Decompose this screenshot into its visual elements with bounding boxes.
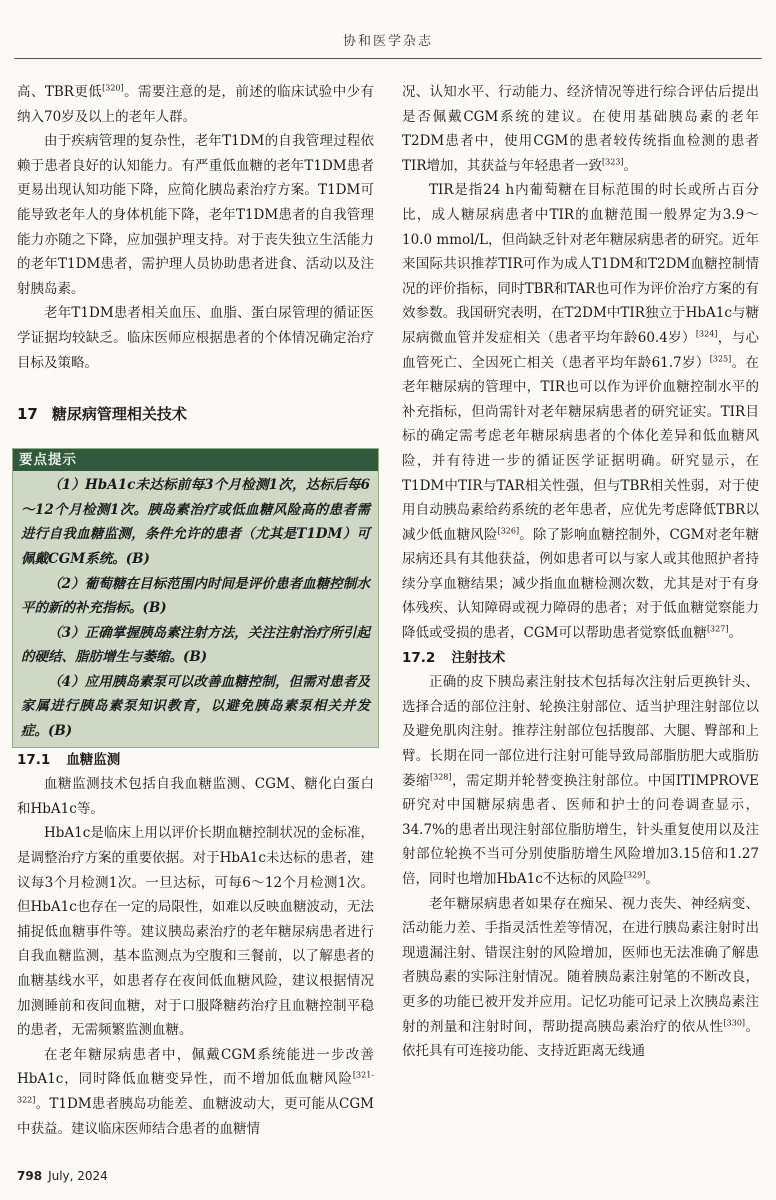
citation[interactable]: [327] [706, 624, 729, 634]
issue-date: July, 2024 [48, 1169, 108, 1183]
key-points-body [13, 471, 378, 747]
header-rule [14, 58, 762, 59]
key-points-box [12, 448, 379, 748]
section-title: 糖尿病管理相关技术 [51, 405, 187, 424]
citation[interactable]: [324] [695, 329, 718, 339]
citation[interactable]: [321-322] [17, 1070, 374, 1105]
section-number: 17 [17, 405, 38, 424]
citation[interactable]: [329] [623, 870, 646, 880]
paragraph: 在老年糖尿病患者中，佩戴CGM系统能进一步改善HbA1c，同时降低血糖变异性，而不增加低血糖风险[321-322]。T1DM患者胰岛功能差、血糖波动大，更可能从CGM中获益。建议临床医师结合患者的血糖情 [17, 1046, 374, 1137]
key-point-item: （1）HbA1c未达标前每3个月检测1次，达标后每6～12个月检测1次。胰岛素治疗或低血糖风险高的患者需进行自我血糖监测，条件允许的患者（尤其是T1DM）可佩戴CGM系统。(B) [21, 477, 370, 567]
paragraph: 正确的皮下胰岛素注射技术包括每次注射后更换针头、选择合适的部位注射、轮换注射部位、适当护理注射部位以及避免肌肉注射。推荐注射部位包括腹部、大腿、臀部和上臂。长期在同一部位进行注射可能导致局部脂肪肥大或脂肪萎缩[328]，需定期并轮替变换注射部位。中国ITIMPROVE研究对中国糖尿病患者、医师和护士的问卷调查显示，34.7%的患者出现注射部位脂肪增生，针头重复使用以及注射部位轮换不当可分别使脂肪增生风险增加3.15倍和1.27倍，同时也增加HbA1c不达标的风险[329]。 [402, 674, 759, 887]
paragraph: 血糖监测技术包括自我血糖监测、CGM、糖化白蛋白和HbA1c等。 [17, 776, 374, 817]
journal-title: 协和医学杂志 [342, 34, 433, 49]
page-number: 798 [17, 1169, 43, 1183]
paragraph: 况、认知水平、行动能力、经济情况等进行综合评估后提出是否佩戴CGM系统的建议。在使用基础胰岛素的老年T2DM患者中，使用CGM的患者较传统指血检测的患者TIR增加，其获益与年轻患者一致[323]。 [402, 84, 759, 174]
key-point-item: （3）正确掌握胰岛素注射方法，关注注射治疗所引起的硬结、脂肪增生与萎缩。(B) [21, 624, 370, 666]
page-footer [17, 1169, 108, 1183]
subsection-heading: 17.2 注射技术 [402, 649, 506, 666]
paragraph: 老年T1DM患者相关血压、血脂、蛋白尿管理的循证医学证据均较缺乏。临床医师应根据患者的个体情况确定治疗目标及策略。 [17, 305, 374, 371]
subsection-heading: 17.1 血糖监测 [17, 751, 121, 768]
citation[interactable]: [330] [723, 1018, 746, 1028]
paragraph: 由于疾病管理的复杂性，老年T1DM的自我管理过程依赖于患者良好的认知能力。有严重低血糖的老年T1DM患者更易出现认知功能下降，应简化胰岛素治疗方案。T1DM可能导致老年人的身体机能下降，老年T1DM患者的自我管理能力亦随之下降，应加强护理支持。对于丧失独立生活能力的老年T1DM患者，需护理人员协助患者进食、活动以及注射胰岛素。 [17, 133, 374, 297]
paragraph: TIR是指24 h内葡萄糖在目标范围的时长或所占百分比，成人糖尿病患者中TIR的血糖范围一般界定为3.9～10.0 mmol/L，但尚缺乏针对老年糖尿病患者的研究。近年来国际共识推荐TIR可作为成人T1DM和T2DM血糖控制情况的评价指标，同时TBR和TAR也可作为评价治疗方案的有效参数。我国研究表明，在T2DM中TIR独立于HbA1c与糖尿病微血管并发症相关（患者平均年龄60.4岁）[324]，与心血管死亡、全因死亡相关（患者平均年龄61.7岁）[325]。在老年糖尿病的管理中，TIR也可以作为评价血糖控制水平的补充指标，但尚需针对老年糖尿病患者的研究证实。TIR目标的确定需考虑老年糖尿病患者的个体化差异和低血糖风险，并有待进一步的循证医学证据明确。研究显示，在T1DM中TIR与TAR相关性强，但与TBR相关性弱，对于使用自动胰岛素给药系统的老年患者，应优先考虑降低TBR以减少低血糖风险[326]。除了影响血糖控制外，CGM对老年糖尿病还具有其他获益，例如患者可以与家人或其他照护者持续分享血糖结果；减少指血血糖检测次数，尤其是对于有身体残疾、认知障碍或视力障碍的患者；对于低血糖觉察能力降低或受损的患者，CGM可以帮助患者觉察低血糖[327]。 [402, 182, 760, 642]
paragraph: 老年糖尿病患者如果存在痴呆、视力丧失、神经病变、活动能力差、手指灵活性差等情况，在进行胰岛素注射时出现遗漏注射、错误注射的风险增加，医师也无法准确了解患者胰岛素的实际注射情况。随着胰岛素注射笔的不断改良，更多的功能已被开发并应用。记忆功能可记录上次胰岛素注射的剂量和注射时间，帮助提高胰岛素治疗的依从性[330]。依托具有可连接功能、支持近距离无线通 [402, 895, 760, 1060]
key-point-item: （4）应用胰岛素泵可以改善血糖控制，但需对患者及家属进行胰岛素泵知识教育，以避免胰岛素泵相关并发症。(B) [21, 673, 370, 740]
paragraph: 高、TBR更低[320]。需要注意的是，前述的临床试验中少有纳入70岁及以上的老年人群。 [17, 83, 375, 125]
citation[interactable]: [323] [602, 157, 624, 167]
citation[interactable]: [325] [709, 354, 732, 364]
right-column [402, 80, 759, 1064]
citation[interactable]: [326] [497, 526, 520, 536]
paragraph: HbA1c是临床上用以评价长期血糖控制状况的金标准，是调整治疗方案的重要依据。对于HbA1c未达标的患者，建议每3个月检测1次。一旦达标，可每6～12个月检测1次。但HbA1c也存在一定的局限性，如难以反映血糖波动，无法捕捉低血糖事件等。建议胰岛素治疗的老年糖尿病患者进行自我血糖监测，基本监测点为空腹和三餐前，以了解患者的血糖基线水平，如患者存在夜间低血糖风险，建议根据情况加测睡前和夜间血糖，对于口服降糖药治疗且血糖控制平稳的患者，无需频繁监测血糖。 [17, 825, 374, 1039]
citation[interactable]: [328] [429, 772, 452, 782]
key-point-item: （2）葡萄糖在目标范围内时间是评价患者血糖控制水平的新的补充指标。(B) [21, 575, 370, 617]
key-points-title: 要点提示 [13, 449, 378, 471]
citation[interactable]: [320] [102, 83, 124, 93]
left-column [17, 80, 374, 1141]
page-header [0, 0, 776, 62]
section-heading [17, 402, 374, 426]
